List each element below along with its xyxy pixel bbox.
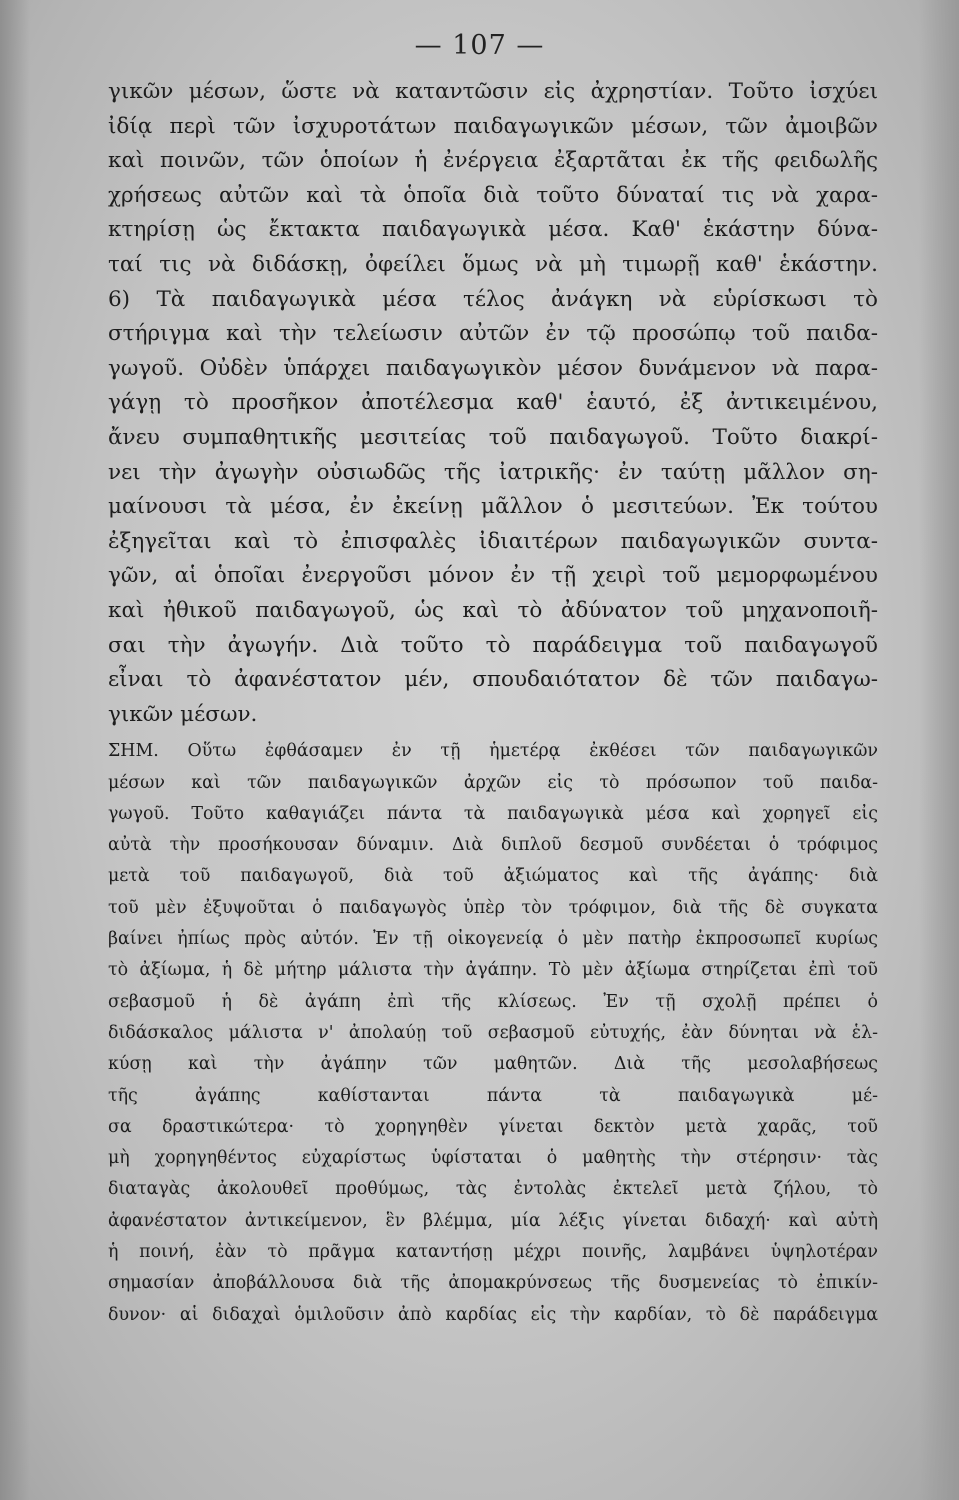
body-text-line: μαίνουσι τὰ μέσα, ἐν ἐκείνῃ μᾶλλον ὁ μεσιτεύων. Ἐκ τούτου bbox=[108, 494, 878, 520]
note-text bbox=[108, 736, 878, 1331]
page-right-shadow bbox=[919, 0, 959, 1500]
body-text-line: νει τὴν ἀγωγὴν οὐσιωδῶς τῆς ἰατρικῆς· ἐν ταύτῃ μᾶλλον ση- bbox=[108, 459, 878, 485]
body-text-line: καὶ ἠθικοῦ παιδαγωγοῦ, ὡς καὶ τὸ ἀδύνατον τοῦ μηχανοποιῆ- bbox=[108, 597, 878, 623]
note-text-line: διαταγὰς ἀκολουθεῖ προθύμως, τὰς ἐντολὰς ἐκτελεῖ μετὰ ζήλου, τὸ bbox=[108, 1179, 878, 1200]
note-text-line: ἡ ποινή, ἐὰν τὸ πρᾶγμα καταντήσῃ μέχρι ποινῆς, λαμβάνει ὑψηλοτέραν bbox=[108, 1242, 878, 1263]
note-text-line: δυνον· αἱ διδαχαὶ ὁμιλοῦσιν ἀπὸ καρδίας εἰς τὴν καρδίαν, τὸ δὲ παράδειγμα bbox=[108, 1304, 878, 1325]
note-text-line: αὐτὰ τὴν προσήκουσαν δύναμιν. Διὰ διπλοῦ δεσμοῦ συνδέεται ὁ τρόφιμος bbox=[108, 835, 878, 856]
body-text-line: ταί τις νὰ διδάσκῃ, ὀφείλει ὅμως νὰ μὴ τιμωρῇ καθ' ἑκάστην. bbox=[108, 251, 878, 277]
body-text-line: εἶναι τὸ ἀφανέστατον μέν, σπουδαιότατον δὲ τῶν παιδαγω- bbox=[108, 667, 878, 693]
note-text-line: ΣΗΜ. Οὕτω ἐφθάσαμεν ἐν τῇ ἡμετέρᾳ ἐκθέσει τῶν παιδαγωγικῶν bbox=[108, 741, 878, 762]
note-text-line: σα δραστικώτερα· τὸ χορηγηθὲν γίνεται δεκτὸν μετὰ χαρᾶς, τοῦ bbox=[108, 1116, 878, 1137]
body-text-line: στήριγμα καὶ τὴν τελείωσιν αὐτῶν ἐν τῷ προσώπῳ τοῦ παιδα- bbox=[108, 321, 878, 347]
note-text-line: σημασίαν ἀποβάλλουσα διὰ τῆς ἀπομακρύνσεως τῆς δυσμενείας τὸ ἐπικίν- bbox=[108, 1273, 878, 1294]
body-text-line: γικῶν μέσων, ὥστε νὰ καταντῶσιν εἰς ἀχρηστίαν. Τοῦτο ἰσχύει bbox=[108, 79, 878, 104]
note-text-line: βαίνει ἠπίως πρὸς αὐτόν. Ἐν τῇ οἰκογενείᾳ ὁ μὲν πατὴρ ἐκπροσωπεῖ κυρίως bbox=[108, 929, 878, 950]
note-text-line: μὴ χορηγηθέντος εὐχαρίστως ὑφίσταται ὁ μαθητὴς τὴν στέρησιν· τὰς bbox=[108, 1148, 878, 1169]
text-block bbox=[108, 75, 878, 1331]
body-text-line: σαι τὴν ἀγωγήν. Διὰ τοῦτο τὸ παράδειγμα τοῦ παιδαγωγοῦ bbox=[108, 632, 878, 658]
note-text-line: ἀφανέστατον ἀντικείμενον, ἓν βλέμμα, μία λέξις γίνεται διδαχή· καὶ αὐτὴ bbox=[108, 1210, 878, 1231]
note-text-line: διδάσκαλος μάλιστα ν' ἀπολαύῃ τοῦ σεβασμοῦ εὐτυχής, ἐὰν δύνηται νὰ ἑλ- bbox=[108, 1022, 878, 1043]
note-text-line: τοῦ μὲν ἐξυψοῦται ὁ παιδαγωγὸς ὑπὲρ τὸν τρόφιμον, διὰ τῆς δὲ συγκατα bbox=[108, 897, 878, 918]
note-text-line: τὸ ἀξίωμα, ἡ δὲ μήτηρ μάλιστα τὴν ἀγάπην. Τὸ μὲν ἀξίωμα στηρίζεται ἐπὶ τοῦ bbox=[108, 960, 878, 981]
body-text-line: καὶ ποινῶν, τῶν ὁποίων ἡ ἐνέργεια ἐξαρτᾶται ἐκ τῆς φειδωλῆς bbox=[108, 148, 878, 174]
note-text-line: μέσων καὶ τῶν παιδαγωγικῶν ἀρχῶν εἰς τὸ πρόσωπον τοῦ παιδα- bbox=[108, 772, 878, 793]
page-left-shadow bbox=[0, 0, 30, 1500]
body-text-line: 6) Τὰ παιδαγωγικὰ μέσα τέλος ἀνάγκη νὰ εὑρίσκωσι τὸ bbox=[108, 286, 878, 312]
body-text-line: ἐξηγεῖται καὶ τὸ ἐπισφαλὲς ἰδιαιτέρων παιδαγωγικῶν συντα- bbox=[108, 528, 878, 554]
note-text-line: κύσῃ καὶ τὴν ἀγάπην τῶν μαθητῶν. Διὰ τῆς μεσολαβήσεως bbox=[108, 1054, 878, 1075]
body-text-line: κτηρίσῃ ὡς ἔκτακτα παιδαγωγικὰ μέσα. Καθ' ἑκάστην δύνα- bbox=[108, 217, 878, 243]
note-text-line: σεβασμοῦ ἡ δὲ ἀγάπη ἐπὶ τῆς κλίσεως. Ἐν τῇ σχολῇ πρέπει ὁ bbox=[108, 991, 878, 1012]
body-text-line: ἄνευ συμπαθητικῆς μεσιτείας τοῦ παιδαγωγοῦ. Τοῦτο διακρί- bbox=[108, 424, 878, 450]
body-text-line: ἰδίᾳ περὶ τῶν ἰσχυροτάτων παιδαγωγικῶν μέσων, τῶν ἀμοιβῶν bbox=[108, 113, 878, 139]
note-text-line: τῆς ἀγάπης καθίστανται πάντα τὰ παιδαγωγικὰ μέ- bbox=[108, 1085, 878, 1106]
main-body-text bbox=[108, 75, 878, 732]
body-text-line: γικῶν μέσων. bbox=[108, 701, 258, 727]
body-text-line: γάγῃ τὸ προσῆκον ἀποτέλεσμα καθ' ἑαυτό, ἐξ ἀντικειμένου, bbox=[108, 390, 878, 416]
body-text-line: χρήσεως αὐτῶν καὶ τὰ ὁποῖα διὰ τοῦτο δύναταί τις νὰ χαρα- bbox=[108, 182, 878, 208]
note-text-line: γωγοῦ. Τοῦτο καθαγιάζει πάντα τὰ παιδαγωγικὰ μέσα καὶ χορηγεῖ εἰς bbox=[108, 803, 878, 824]
note-text-line: μετὰ τοῦ παιδαγωγοῦ, διὰ τοῦ ἀξιώματος καὶ τῆς ἀγάπης· διὰ bbox=[108, 866, 878, 887]
page-number: — 107 — bbox=[414, 30, 545, 61]
body-text-line: γωγοῦ. Οὐδὲν ὑπάρχει παιδαγωγικὸν μέσον δυνάμενον νὰ παρα- bbox=[108, 355, 878, 381]
body-text-line: γῶν, αἱ ὁποῖαι ἐνεργοῦσι μόνον ἐν τῇ χειρὶ τοῦ μεμορφωμένου bbox=[108, 563, 878, 589]
